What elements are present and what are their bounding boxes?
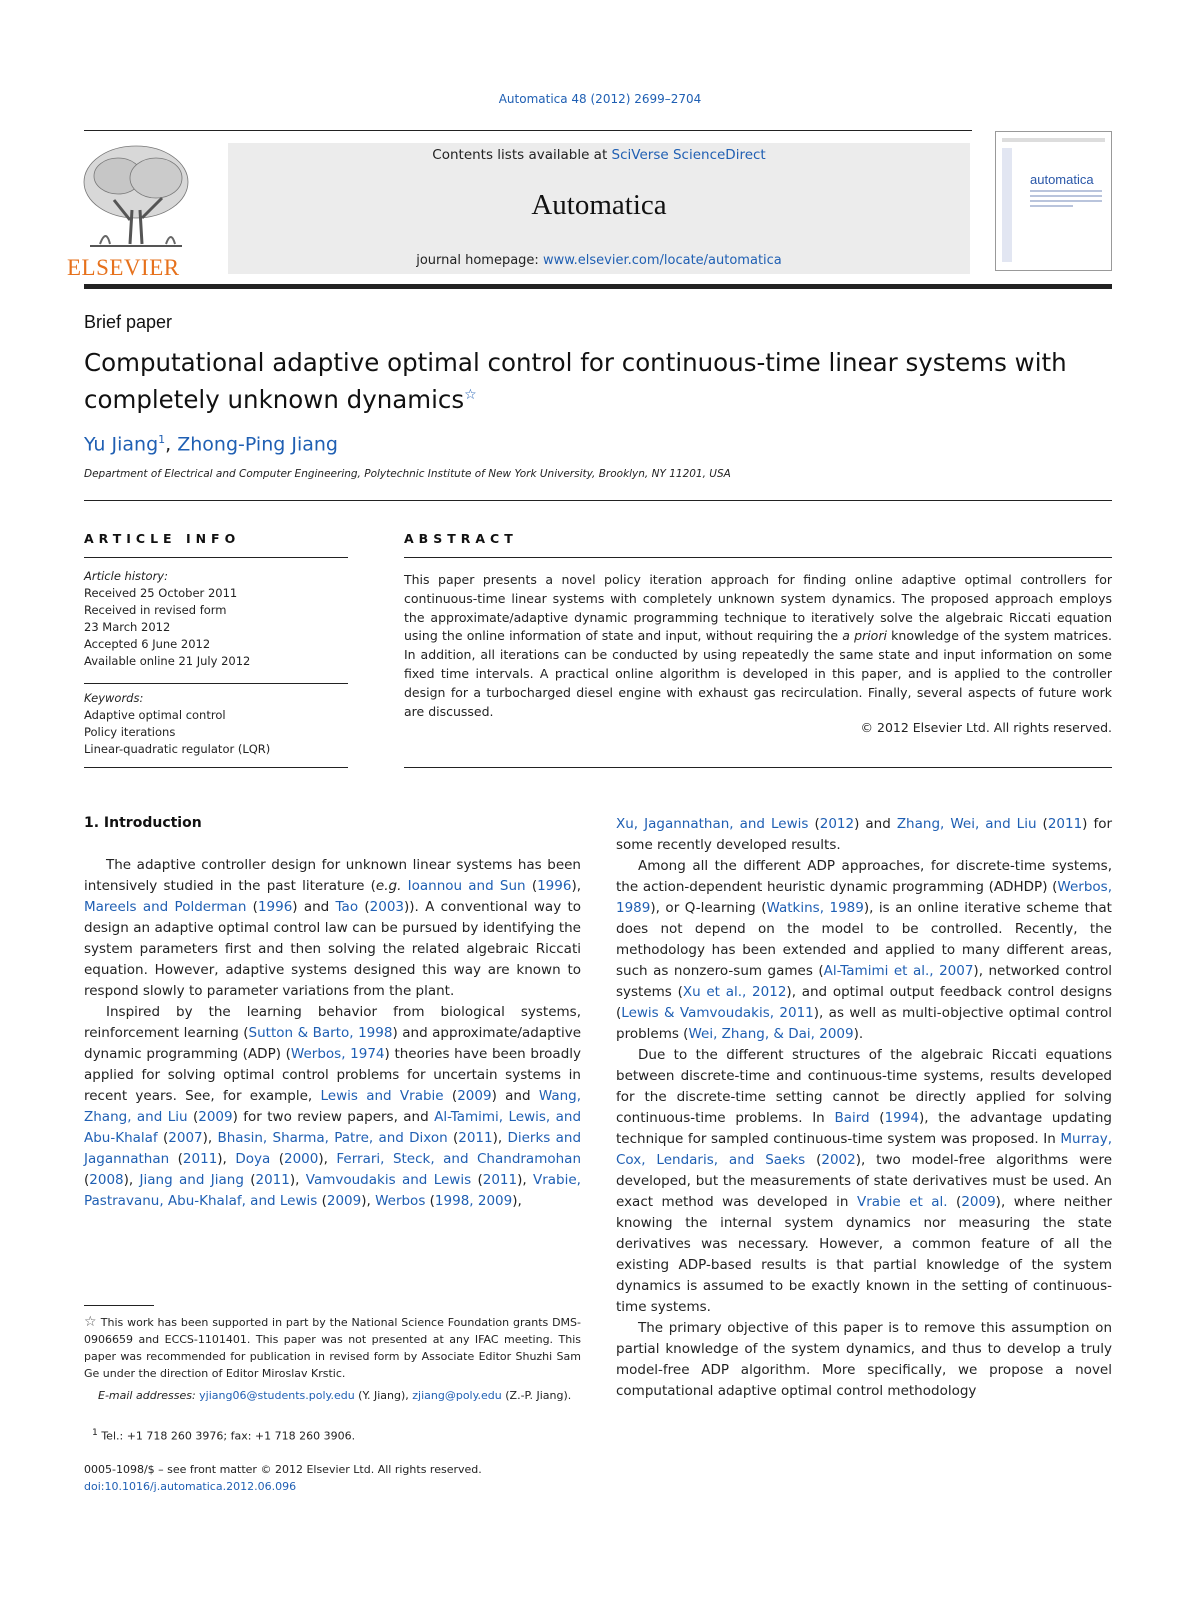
citation-link[interactable]: Al-Tamimi, Lewis, and Abu-Khalaf [84, 1109, 582, 1146]
text-run: ( [1036, 816, 1048, 832]
citation-link[interactable]: 2007 [168, 1130, 203, 1146]
text-run: Due to the different structures of the algebraic Riccati equations between discrete-time and continuous-time systems, results developed for the discrete-time setting cannot be directly applied for solving continuous-time problems. In [616, 1047, 1112, 1126]
paragraph [616, 1318, 1112, 1402]
paragraph [616, 1045, 1112, 1318]
abstract-rule [404, 557, 1112, 558]
cover-side-strip [1002, 148, 1012, 262]
text-run: ), two model-free algorithms were developed, but the measurements of state derivatives must be used. An exact method was developed in [616, 1152, 1113, 1210]
author-footnote-mark[interactable]: 1 [158, 433, 166, 446]
text-run: ), or Q-learning ( [650, 900, 767, 916]
history-item: Accepted 6 June 2012 [84, 637, 211, 651]
keywords-rule [84, 683, 348, 684]
publisher-name: ELSEVIER [67, 255, 180, 280]
journal-name: Automatica [531, 189, 667, 221]
text-run: ) and [292, 899, 336, 915]
citation-link[interactable]: Vrabie et al. [856, 1194, 948, 1210]
emphasis-text: e.g. [375, 878, 402, 894]
article-title [84, 346, 1124, 416]
text-run: The primary objective of this paper is to remove this assumption on partial knowledge of the system dynamics, and thus to develop a truly model-free ADP algorithm. More specifically, we propose a novel computational adaptive optimal control methodology [616, 1320, 1112, 1399]
footnote-1-mark: 1 [92, 1427, 98, 1438]
title-bottom-rule [84, 500, 1112, 501]
journal-homepage-line [228, 253, 970, 268]
citation-link[interactable]: Vrabie, Pastravanu, Abu-Khalaf, and Lewis [84, 1172, 581, 1209]
keyword: Adaptive optimal control [84, 708, 226, 722]
citation-link[interactable]: 2000 [284, 1151, 319, 1167]
text-run: ) and approximate/adaptive dynamic programming (ADP) ( [84, 1025, 581, 1062]
header-top-rule [84, 130, 972, 131]
text-run: ( [243, 1172, 256, 1188]
text-run: ( [471, 1172, 483, 1188]
paragraph [616, 814, 1112, 856]
citation-link[interactable]: Werbos, 1989 [616, 879, 1112, 916]
text-run: ( [425, 1193, 435, 1209]
history-item: Received 25 October 2011 [84, 586, 238, 600]
email-link[interactable]: yjiang06@students.poly.edu [199, 1389, 355, 1402]
elsevier-tree-icon [70, 140, 202, 252]
citation-link[interactable]: 2009 [326, 1193, 362, 1209]
text-run: ), [517, 1172, 533, 1188]
paragraph [84, 1002, 581, 1212]
citation-link[interactable]: Vamvoudakis and Lewis [305, 1172, 472, 1188]
title-footnote-mark[interactable]: ☆ [464, 387, 477, 403]
footnote-emails: E-mail addresses: yjiang06@students.poly.edu (Y. Jiang), zjiang@poly.edu (Z.-P. Jiang). [98, 1389, 572, 1402]
abstract-copyright: © 2012 Elsevier Ltd. All rights reserved. [860, 720, 1112, 735]
text-run: ), [123, 1172, 140, 1188]
body-column-right [616, 814, 1112, 1402]
text-run: ) for some recently developed results. [616, 816, 1113, 853]
cover-top-bar [1002, 138, 1105, 142]
text-run: ), [217, 1151, 236, 1167]
text-run: ). [853, 1026, 864, 1042]
citation-link[interactable]: Bhasin, Sharma, Patre, and Dixon [217, 1130, 448, 1146]
text-run: ), as well as multi-objective optimal control problems ( [616, 1005, 1112, 1042]
text-run: ), [492, 1130, 508, 1146]
title-text: Computational adaptive optimal control for continuous-time linear systems with completely unknown dynamics [84, 348, 1067, 415]
text-run: ( [358, 899, 370, 915]
text-run: ( [808, 816, 820, 832]
citation-link[interactable]: Sutton & Barto, 1998 [248, 1025, 393, 1041]
cover-text-lines [1030, 190, 1102, 210]
citation-link[interactable]: 2011 [458, 1130, 493, 1146]
text-run: ), [571, 878, 582, 894]
text-run: ( [947, 1194, 962, 1210]
text-run: ( [805, 1152, 822, 1168]
footnote-phone: $^1$ Tel.: +1 718 260 3976; fax: +1 718 260 3906. [92, 1427, 356, 1443]
contents-available-line [228, 147, 970, 163]
text-run: ( [317, 1193, 327, 1209]
article-info-rule [84, 557, 348, 558]
citation-link[interactable]: 1998, 2009 [434, 1193, 513, 1209]
text-run: ), [361, 1193, 376, 1209]
text-run: The adaptive controller design for unknown linear systems has been intensively studied in the past literature ( [84, 857, 581, 894]
text-run: ( [525, 878, 538, 894]
text-run: ( [84, 1172, 90, 1188]
text-run: )). A conventional way to design an adaptive optimal control law can be pursued by identifying the system parameters first and then solving the related algebraic Riccati equation. However, adaptive systems designed this way are known to respond slowly to parameter variations from the plant. [84, 899, 582, 999]
paragraph [84, 855, 581, 1002]
citation-link[interactable]: Al-Tamimi et al., 2007 [823, 963, 974, 979]
text-run: ( [187, 1109, 199, 1125]
text-run: ), and optimal output feedback control designs ( [616, 984, 1112, 1021]
text-run: ( [869, 1110, 885, 1126]
text-run: ( [443, 1088, 458, 1104]
citation-link[interactable]: 2009 [457, 1088, 492, 1104]
citation-link[interactable]: Wei, Zhang, & Dai, 2009 [688, 1026, 854, 1042]
text-run: ), [512, 1193, 522, 1209]
text-run: ), [202, 1130, 218, 1146]
citation-link[interactable]: 2011 [182, 1151, 218, 1167]
citation-link[interactable]: Baird [834, 1110, 870, 1126]
text-run: ), the advantage updating technique for sampled continuous-time system was proposed. In [616, 1110, 1112, 1147]
author-name[interactable]: Yu Jiang [84, 433, 159, 456]
history-item: Received in revised form [84, 603, 227, 617]
keyword: Linear-quadratic regulator (LQR) [84, 742, 271, 756]
citation-link[interactable]: 2009 [198, 1109, 233, 1125]
citation-link[interactable]: 2011 [482, 1172, 518, 1188]
abstract-bottom-rule [404, 767, 1112, 768]
homepage-prefix: journal homepage: [416, 253, 543, 268]
text-run: ( [447, 1130, 459, 1146]
citation-link[interactable]: 2011 [255, 1172, 290, 1188]
keywords-label: Keywords: [84, 691, 144, 705]
footnote-funding: ☆ This work has been supported in part by the National Science Foundation grants DMS-0906659 and ECCS-1101401. This paper was not presented at any IFAC meeting. This paper was recommended for publication in revised form by Associate Editor Shuzhi Sam Ge under the direction of Editor Miroslav Krstic. [84, 1314, 581, 1380]
citation-link[interactable]: 2008 [89, 1172, 124, 1188]
citation-link[interactable]: Werbos, 1974 [290, 1046, 385, 1062]
author-affiliation: Department of Electrical and Computer Engineering, Polytechnic Institute of New York University, Brooklyn, NY 11201, USA [84, 468, 731, 480]
article-history [84, 568, 348, 670]
article-info-bottom-rule [84, 767, 348, 768]
citation-link[interactable]: 2009 [961, 1194, 996, 1210]
issn-line: 0005-1098/$ – see front matter © 2012 Elsevier Ltd. All rights reserved. [84, 1463, 482, 1476]
footnote-rule [84, 1305, 154, 1306]
cover-title: automatica [1030, 172, 1094, 187]
citation-link[interactable]: Watkins, 1989 [766, 900, 864, 916]
text-run: ) theories have been broadly applied for solving optimal control problems for uncertain systems in recent years. See, for example, [84, 1046, 582, 1104]
citation-link[interactable]: Werbos [375, 1193, 426, 1209]
citation-link[interactable]: Ferrari, Steck, and Chandramohan [336, 1151, 581, 1167]
citation-link[interactable]: 2012 [819, 816, 855, 832]
citation-link[interactable]: Lewis and Vrabie [320, 1088, 444, 1104]
text-run: ( [246, 899, 258, 915]
keywords [84, 690, 348, 758]
history-item: 23 March 2012 [84, 620, 171, 634]
contents-prefix: Contents lists available at [432, 147, 612, 163]
text-run: Among all the different ADP approaches, for discrete-time systems, the action-dependent heuristic dynamic programming (ADHDP) ( [616, 858, 1112, 895]
header-thick-rule [84, 284, 1112, 289]
footnote-star-mark: ☆ [84, 1314, 97, 1330]
journal-cover-thumbnail[interactable] [995, 131, 1112, 271]
text-run: ) for two review papers, and [232, 1109, 435, 1125]
citation-link[interactable]: Xu et al., 2012 [682, 984, 787, 1000]
text-run: ( [157, 1130, 169, 1146]
citation-link[interactable]: Mareels and Polderman [84, 899, 247, 915]
email-link[interactable]: zjiang@poly.edu [412, 1389, 502, 1402]
citation-link[interactable]: Doya [235, 1151, 271, 1167]
citation-link[interactable]: 2003 [369, 899, 404, 915]
body-column-left [84, 855, 581, 1212]
elsevier-logo[interactable] [62, 140, 212, 280]
citation-link[interactable]: Murray, Cox, Lendaris, and Saeks [616, 1131, 1112, 1168]
homepage-link[interactable]: www.elsevier.com/locate/automatica [542, 253, 782, 268]
history-label: Article history: [84, 569, 168, 583]
keyword: Policy iterations [84, 725, 176, 739]
history-item: Available online 21 July 2012 [84, 654, 251, 668]
text-run: Inspired by the learning behavior from biological systems, reinforcement learning ( [84, 1004, 581, 1041]
article-type: Brief paper [84, 312, 173, 332]
citation-link[interactable]: Jiang and Jiang [139, 1172, 244, 1188]
citation-link[interactable]: Wang, Zhang, and Liu [84, 1088, 582, 1125]
text-run: ), is an online iterative scheme that does not depend on the model to be controlled. Recently, the methodology has been extended and applied to many different areas, such as nonzero-sum games ( [616, 900, 1112, 979]
section-heading-introduction: 1. Introduction [84, 815, 202, 831]
article-info-heading: ARTICLE INFO [84, 531, 241, 546]
text-run: ), where neither knowing the internal system dynamics nor measuring the state derivatives was necessary. However, a common feature of all the existing ADP-based results is that partial knowledge of the system dynamics is assumed to be exactly known in the setting of continuous-time systems. [616, 1194, 1113, 1315]
citation-link[interactable]: Xu, Jagannathan, and Lewis [616, 816, 809, 832]
citation-link[interactable]: Zhang, Wei, and Liu [896, 816, 1037, 832]
bottom-matter [84, 1461, 482, 1495]
citation-link[interactable]: 1996 [257, 899, 293, 915]
journal-citation[interactable]: Automatica 48 (2012) 2699–2704 [498, 92, 702, 106]
abstract-text: This paper presents a novel policy iteration approach for finding online adaptive optimal controllers for continuous-time linear systems with completely unknown system dynamics. The proposed approach employs the approximate/adaptive dynamic programming technique to iteratively solve the algebraic Riccati equation using the online information of state and input, without requiring the a priori knowledge of the system matrices. In addition, all iterations can be conducted by using repeatedly the same state and input information on some fixed time intervals. A practical online algorithm is developed in this paper, and is applied to the controller design for a turbocharged diesel engine with exhaust gas recirculation. Finally, several aspects of future work are discussed. [404, 572, 1112, 719]
citation-link[interactable]: 2002 [821, 1152, 856, 1168]
text-run: ) and [491, 1088, 539, 1104]
citation-link[interactable]: Lewis & Vamvoudakis, 2011 [621, 1005, 814, 1021]
text-run: ( [270, 1151, 284, 1167]
doi-link[interactable]: doi:10.1016/j.automatica.2012.06.096 [84, 1480, 297, 1493]
citation-link[interactable]: 2011 [1047, 816, 1083, 832]
text-run: ), networked control systems ( [616, 963, 1113, 1000]
text-run: ( [169, 1151, 183, 1167]
paragraph [616, 856, 1112, 1045]
sciencedirect-link[interactable]: SciVerse ScienceDirect [611, 147, 766, 163]
citation-link[interactable]: Tao [335, 899, 359, 915]
author-name[interactable]: Zhong-Ping Jiang [177, 433, 338, 456]
citation-link[interactable]: 1994 [884, 1110, 919, 1126]
journal-banner [228, 143, 970, 274]
citation-link[interactable]: Dierks and Jagannathan [84, 1130, 582, 1167]
abstract-heading: ABSTRACT [404, 531, 518, 546]
citation-link[interactable]: 1996 [537, 878, 572, 894]
citation-link[interactable]: Ioannou and Sun [407, 878, 526, 894]
text-run: ), [318, 1151, 337, 1167]
author-list [84, 433, 338, 455]
text-run: ) and [854, 816, 897, 832]
text-run: ), [289, 1172, 306, 1188]
author-separator: , [165, 433, 178, 456]
